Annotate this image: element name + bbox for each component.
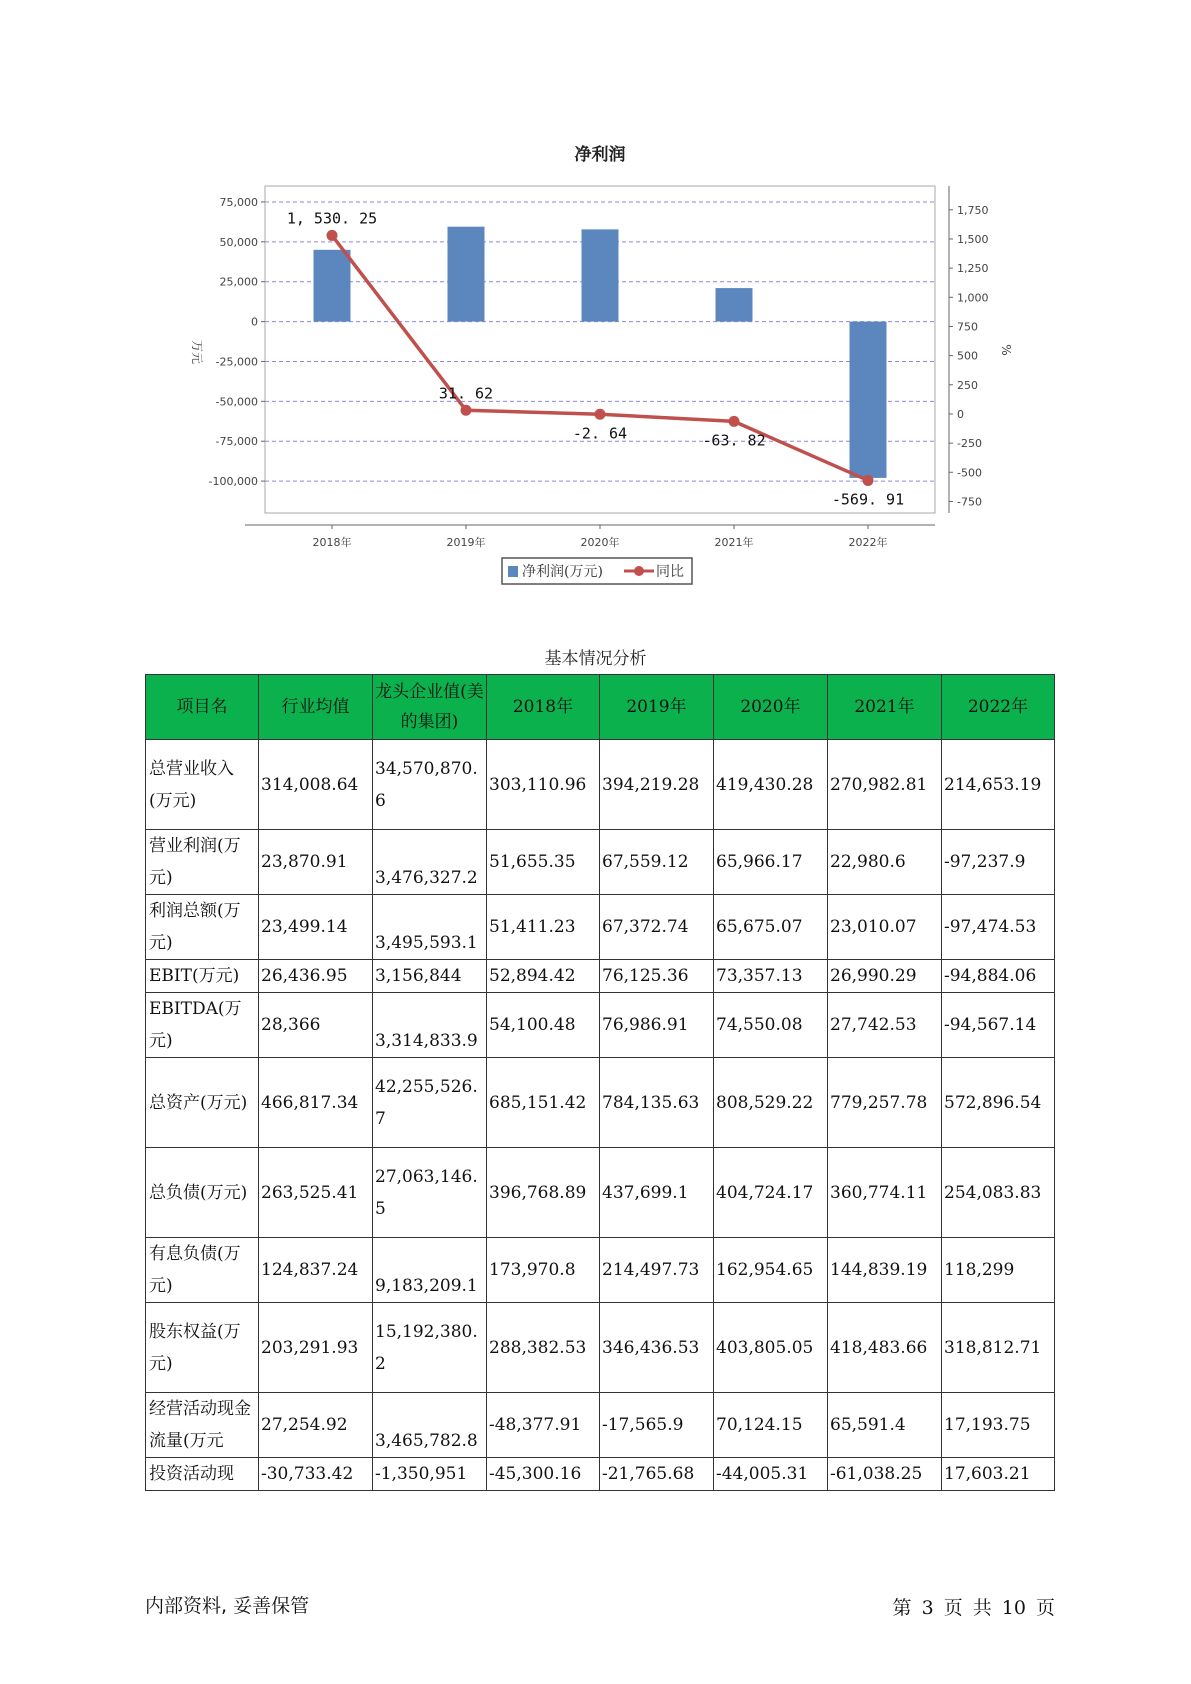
table-cell: 203,291.93 bbox=[259, 1303, 373, 1393]
table-cell: 3,465,782.8 bbox=[373, 1393, 487, 1458]
y2-tick-label: -250 bbox=[957, 437, 982, 451]
table-header-cell: 2018年 bbox=[487, 675, 600, 740]
y-tick-label: 25,000 bbox=[219, 275, 258, 289]
table-cell: 76,986.91 bbox=[600, 993, 714, 1058]
table-cell: 118,299 bbox=[942, 1238, 1055, 1303]
row-label: 总负债(万元) bbox=[146, 1148, 259, 1238]
table-cell: 70,124.15 bbox=[714, 1393, 828, 1458]
yoy-point bbox=[863, 475, 874, 486]
yoy-data-label: -569. 91 bbox=[831, 490, 905, 509]
table-cell: 572,896.54 bbox=[942, 1058, 1055, 1148]
row-label: 有息负债(万元) bbox=[146, 1238, 259, 1303]
table-cell: 404,724.17 bbox=[714, 1148, 828, 1238]
table-cell: 26,990.29 bbox=[828, 960, 942, 993]
x-tick-label: 2020年 bbox=[580, 536, 620, 549]
table-header-cell: 2020年 bbox=[714, 675, 828, 740]
table-cell: 54,100.48 bbox=[487, 993, 600, 1058]
y2-tick-label: 750 bbox=[957, 320, 978, 334]
yoy-data-label: 1, 530. 25 bbox=[286, 209, 378, 228]
table-cell: -17,565.9 bbox=[600, 1393, 714, 1458]
table-cell: 3,156,844 bbox=[373, 960, 487, 993]
chart-title: 净利润 bbox=[574, 145, 626, 165]
row-label: 投资活动现 bbox=[146, 1458, 259, 1491]
table-row bbox=[146, 1393, 1055, 1458]
row-label: EBIT(万元) bbox=[146, 960, 259, 993]
table-cell: 27,254.92 bbox=[259, 1393, 373, 1458]
table-cell: 3,476,327.2 bbox=[373, 830, 487, 895]
footer-confidential-note: 内部资料, 妥善保管 bbox=[145, 1595, 310, 1617]
table-cell: 318,812.71 bbox=[942, 1303, 1055, 1393]
table-cell: -94,567.14 bbox=[942, 993, 1055, 1058]
table-row bbox=[146, 960, 1055, 993]
table-cell: 270,982.81 bbox=[828, 740, 942, 830]
table-cell: 214,497.73 bbox=[600, 1238, 714, 1303]
net-profit-bar bbox=[314, 250, 351, 322]
y2-tick-label: 1,500 bbox=[957, 232, 989, 246]
table-cell: 779,257.78 bbox=[828, 1058, 942, 1148]
table-row bbox=[146, 1148, 1055, 1238]
table-title: 基本情况分析 bbox=[544, 649, 647, 669]
table-header-cell: 龙头企业值(美的集团) bbox=[373, 675, 487, 740]
y-tick-label: -50,000 bbox=[215, 395, 258, 409]
table-cell: 51,655.35 bbox=[487, 830, 600, 895]
table-row bbox=[146, 830, 1055, 895]
table-cell: 74,550.08 bbox=[714, 993, 828, 1058]
footer-page-number: 第 3 页 共 10 页 bbox=[892, 1597, 1055, 1619]
y2-tick-label: 250 bbox=[957, 378, 978, 392]
row-label: EBITDA(万元) bbox=[146, 993, 259, 1058]
table-cell: 17,193.75 bbox=[942, 1393, 1055, 1458]
table-cell: 254,083.83 bbox=[942, 1148, 1055, 1238]
table-cell: 27,063,146.5 bbox=[373, 1148, 487, 1238]
table-cell: 52,894.42 bbox=[487, 960, 600, 993]
row-label: 利润总额(万元) bbox=[146, 895, 259, 960]
table-cell: 65,966.17 bbox=[714, 830, 828, 895]
table-header-cell: 2022年 bbox=[942, 675, 1055, 740]
table-header-cell: 2019年 bbox=[600, 675, 714, 740]
table-cell: -48,377.91 bbox=[487, 1393, 600, 1458]
row-label: 经营活动现金流量(万元 bbox=[146, 1393, 259, 1458]
yoy-point bbox=[327, 230, 338, 241]
table-header-cell: 2021年 bbox=[828, 675, 942, 740]
table-cell: 27,742.53 bbox=[828, 993, 942, 1058]
table-cell: 303,110.96 bbox=[487, 740, 600, 830]
net-profit-bar bbox=[448, 227, 485, 322]
table-row bbox=[146, 1058, 1055, 1148]
table-cell: 288,382.53 bbox=[487, 1303, 600, 1393]
y-tick-label: -100,000 bbox=[208, 475, 258, 489]
table-row bbox=[146, 740, 1055, 830]
table-cell: 26,436.95 bbox=[259, 960, 373, 993]
table-cell: 67,372.74 bbox=[600, 895, 714, 960]
legend-label-yoy: 同比 bbox=[656, 564, 684, 580]
yoy-point bbox=[595, 409, 606, 420]
y-tick-label: 75,000 bbox=[219, 195, 258, 209]
row-label: 总营业收入(万元) bbox=[146, 740, 259, 830]
net-profit-chart bbox=[0, 0, 1191, 600]
table-cell: 76,125.36 bbox=[600, 960, 714, 993]
net-profit-bar bbox=[582, 229, 619, 321]
x-tick-label: 2021年 bbox=[714, 536, 754, 549]
table-cell: 15,192,380.2 bbox=[373, 1303, 487, 1393]
table-row bbox=[146, 1458, 1055, 1491]
table-cell: 17,603.21 bbox=[942, 1458, 1055, 1491]
row-label: 总资产(万元) bbox=[146, 1058, 259, 1148]
table-cell: 65,675.07 bbox=[714, 895, 828, 960]
table-cell: 28,366 bbox=[259, 993, 373, 1058]
table-cell: -1,350,951 bbox=[373, 1458, 487, 1491]
table-cell: 314,008.64 bbox=[259, 740, 373, 830]
table-cell: 23,870.91 bbox=[259, 830, 373, 895]
y2-tick-label: -500 bbox=[957, 466, 982, 480]
table-row bbox=[146, 993, 1055, 1058]
table-cell: 23,499.14 bbox=[259, 895, 373, 960]
table-cell: -21,765.68 bbox=[600, 1458, 714, 1491]
table-cell: 73,357.13 bbox=[714, 960, 828, 993]
legend-swatch-point bbox=[634, 566, 644, 576]
table-row bbox=[146, 1303, 1055, 1393]
table-cell: 214,653.19 bbox=[942, 740, 1055, 830]
table-header-row bbox=[146, 675, 1055, 740]
table-cell: -45,300.16 bbox=[487, 1458, 600, 1491]
table-cell: 124,837.24 bbox=[259, 1238, 373, 1303]
table-cell: 51,411.23 bbox=[487, 895, 600, 960]
table-row bbox=[146, 895, 1055, 960]
y2-tick-label: 1,250 bbox=[957, 262, 989, 276]
table-cell: 360,774.11 bbox=[828, 1148, 942, 1238]
table-cell: 784,135.63 bbox=[600, 1058, 714, 1148]
table-cell: 808,529.22 bbox=[714, 1058, 828, 1148]
table-cell: -94,884.06 bbox=[942, 960, 1055, 993]
table-cell: -61,038.25 bbox=[828, 1458, 942, 1491]
table-cell: -30,733.42 bbox=[259, 1458, 373, 1491]
y2-tick-label: 1,750 bbox=[957, 203, 989, 217]
table-cell: 685,151.42 bbox=[487, 1058, 600, 1148]
table-cell: -44,005.31 bbox=[714, 1458, 828, 1491]
x-tick-label: 2019年 bbox=[446, 536, 486, 549]
table-cell: 418,483.66 bbox=[828, 1303, 942, 1393]
table-cell: 466,817.34 bbox=[259, 1058, 373, 1148]
table-cell: 23,010.07 bbox=[828, 895, 942, 960]
table-cell: 144,839.19 bbox=[828, 1238, 942, 1303]
yoy-point bbox=[461, 405, 472, 416]
y2-tick-label: 1,000 bbox=[957, 291, 989, 305]
table-header-cell: 行业均值 bbox=[259, 675, 373, 740]
table-cell: 42,255,526.7 bbox=[373, 1058, 487, 1148]
y2-tick-label: 0 bbox=[957, 407, 964, 421]
net-profit-bar bbox=[850, 322, 887, 478]
yoy-data-label: -63. 82 bbox=[702, 431, 766, 450]
table-cell: 34,570,870.6 bbox=[373, 740, 487, 830]
legend-swatch-bar bbox=[508, 566, 518, 577]
row-label: 股东权益(万元) bbox=[146, 1303, 259, 1393]
y2-tick-label: 500 bbox=[957, 349, 978, 363]
yoy-data-label: -2. 64 bbox=[572, 424, 628, 443]
table-cell: 263,525.41 bbox=[259, 1148, 373, 1238]
y2-tick-label: -750 bbox=[957, 495, 982, 509]
table-cell: 403,805.05 bbox=[714, 1303, 828, 1393]
row-label: 营业利润(万元) bbox=[146, 830, 259, 895]
table-cell: -97,237.9 bbox=[942, 830, 1055, 895]
table-cell: 67,559.12 bbox=[600, 830, 714, 895]
table-cell: 346,436.53 bbox=[600, 1303, 714, 1393]
x-tick-label: 2018年 bbox=[312, 536, 352, 549]
y-tick-label: 0 bbox=[251, 315, 258, 329]
x-tick-label: 2022年 bbox=[848, 536, 888, 549]
table-header-cell: 项目名 bbox=[146, 675, 259, 740]
table-cell: 394,219.28 bbox=[600, 740, 714, 830]
yoy-data-label: 31. 62 bbox=[438, 384, 494, 403]
y-tick-label: -75,000 bbox=[215, 435, 258, 449]
yoy-point bbox=[729, 416, 740, 427]
table-cell: 419,430.28 bbox=[714, 740, 828, 830]
y-tick-label: -25,000 bbox=[215, 355, 258, 369]
table-row bbox=[146, 1238, 1055, 1303]
table-cell: 437,699.1 bbox=[600, 1148, 714, 1238]
net-profit-bar bbox=[716, 288, 753, 321]
table-cell: -97,474.53 bbox=[942, 895, 1055, 960]
y-tick-label: 50,000 bbox=[219, 235, 258, 249]
net-profit-chart-svg bbox=[0, 0, 1191, 600]
table-cell: 9,183,209.1 bbox=[373, 1238, 487, 1303]
table-cell: 22,980.6 bbox=[828, 830, 942, 895]
table-cell: 162,954.65 bbox=[714, 1238, 828, 1303]
table-cell: 3,314,833.9 bbox=[373, 993, 487, 1058]
basic-analysis-table bbox=[145, 674, 1055, 1491]
y2-axis-label: % bbox=[999, 344, 1013, 356]
table-cell: 173,970.8 bbox=[487, 1238, 600, 1303]
legend-label-net-profit: 净利润(万元) bbox=[522, 564, 603, 580]
table-cell: 396,768.89 bbox=[487, 1148, 600, 1238]
y-axis-label: 万元 bbox=[190, 339, 204, 365]
table-cell: 3,495,593.1 bbox=[373, 895, 487, 960]
table-cell: 65,591.4 bbox=[828, 1393, 942, 1458]
